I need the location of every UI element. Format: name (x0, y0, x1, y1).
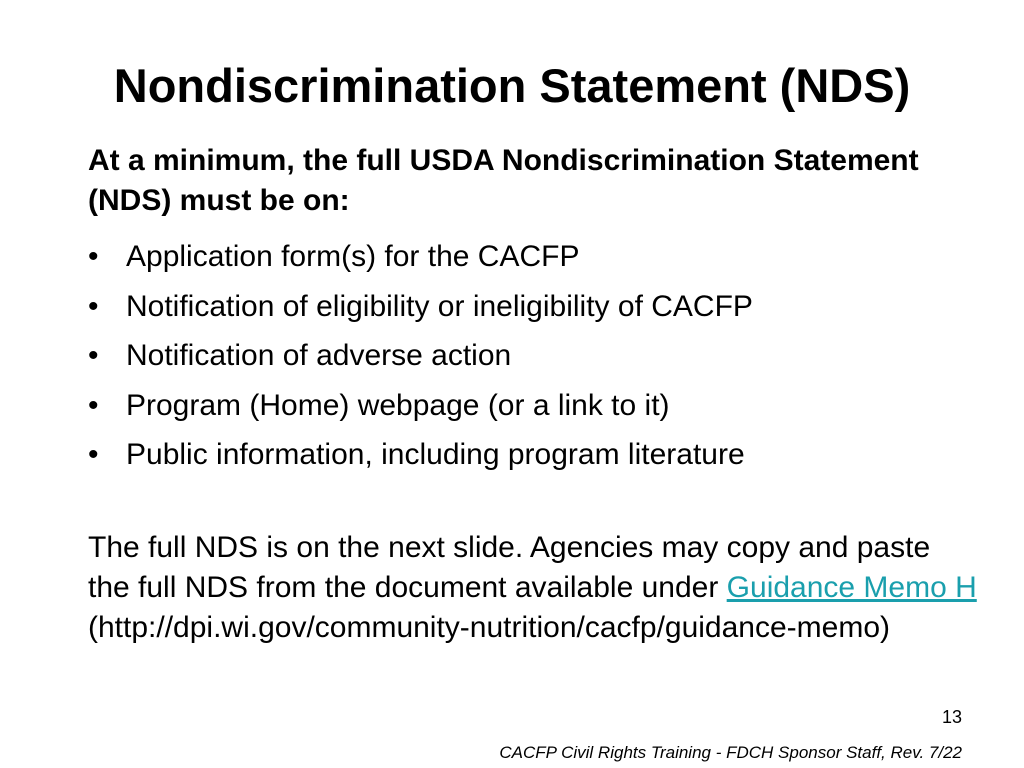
list-item-text: Notification of eligibility or ineligibility of CACFP (126, 289, 753, 323)
bullet-icon: • (88, 240, 99, 273)
slide-title: Nondiscrimination Statement (NDS) (113, 59, 911, 112)
list-item-text: Public information, including program literature (126, 438, 745, 471)
list-item-text: Notification of adverse action (126, 339, 512, 372)
footer-text: CACFP Civil Rights Training - FDCH Sponsor Staff, Rev. 7/22 (499, 743, 962, 762)
list-item (88, 331, 968, 381)
page-number: 13 (941, 707, 962, 727)
intro-text: At a minimum, the full USDA Nondiscrimination Statement (NDS) must be on: (88, 144, 919, 217)
guidance-memo-link[interactable]: Guidance Memo H (726, 571, 977, 604)
bullet-icon: • (88, 438, 99, 471)
bullet-icon: • (88, 339, 99, 372)
closing-text-after-link: (http://dpi.wi.gov/community-nutrition/cacfp/guidance-memo) (88, 611, 891, 644)
closing-paragraph (88, 528, 978, 648)
bullet-icon: • (88, 289, 99, 323)
list-item-text: Application form(s) for the CACFP (126, 240, 580, 273)
list-item-text: Program (Home) webpage (or a link to it) (126, 388, 670, 422)
closing-text-before-link: The full NDS is on the next slide. Agencies may copy and paste the full NDS from the document available under (88, 531, 931, 604)
bullet-list (88, 232, 968, 480)
list-item (88, 430, 968, 480)
list-item (88, 282, 968, 332)
bullet-icon: • (88, 388, 99, 422)
list-item (88, 381, 968, 431)
list-item (88, 232, 968, 282)
